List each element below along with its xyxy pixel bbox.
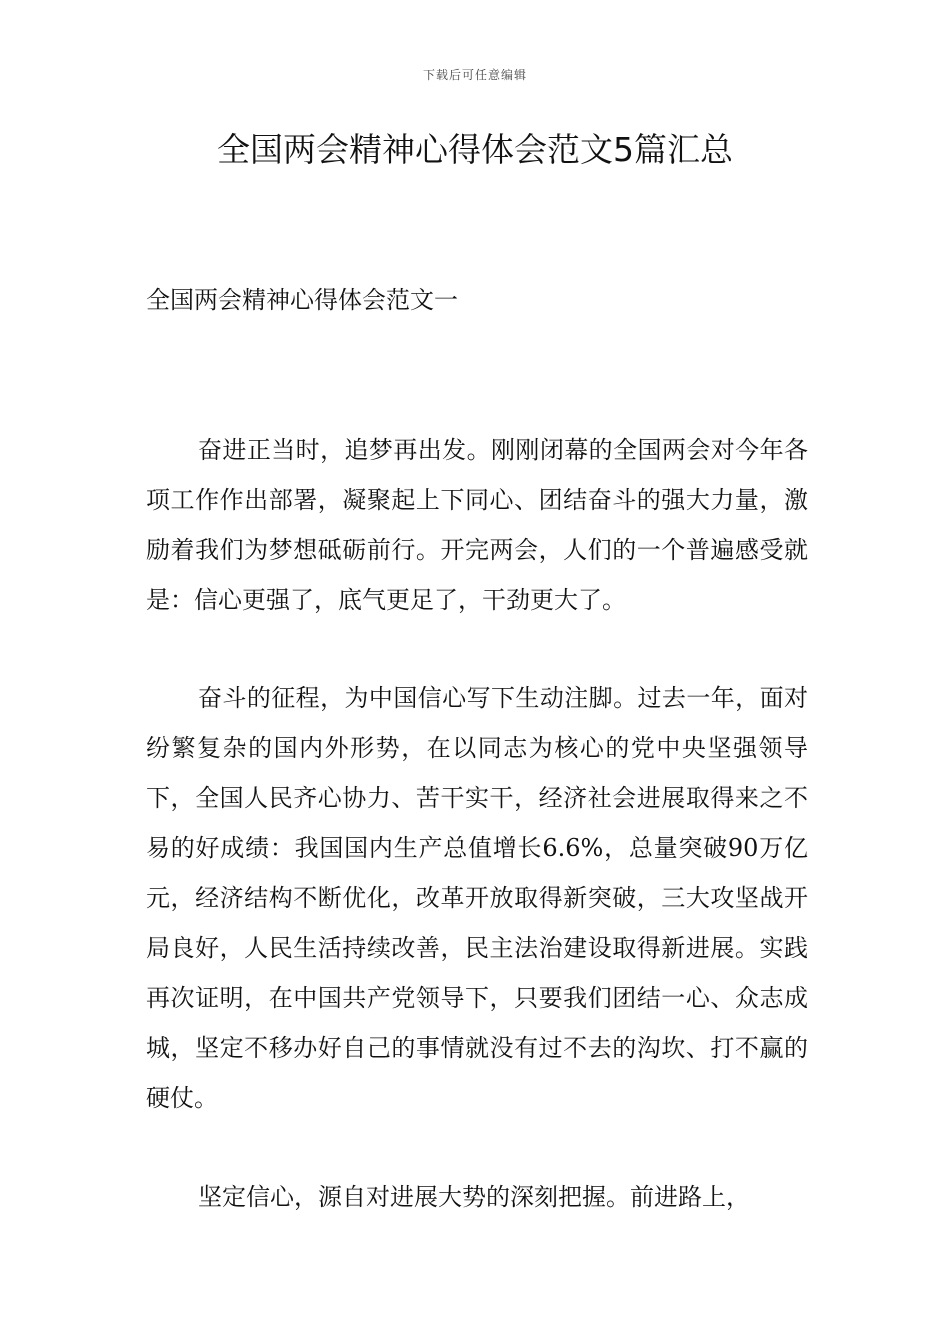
document-title: 全国两会精神心得体会范文5篇汇总 [217, 130, 733, 169]
paragraph-2: 奋斗的征程，为中国信心写下生动注脚。过去一年，面对纷繁复杂的国内外形势，在以同志为核心的党中央坚强领导下，全国人民齐心协力、苦干实干，经济社会进展取得来之不易的好成绩：我国国内生产总值增长6.6%，总量突破90万亿元，经济结构不断优化，改革开放取得新突破，三大攻坚战开局良好，人民生活持续改善，民主法治建设取得新进展。实践再次证明，在中国共产党领导下，只要我们团结一心、众志成城，坚定不移办好自己的事情就没有过不去的沟坎、打不赢的硬仗。 [146, 684, 808, 1112]
header-note: 下载后可任意编辑 [422, 68, 527, 82]
section-heading: 全国两会精神心得体会范文一 [146, 286, 458, 314]
paragraph-3: 坚定信心，源自对进展大势的深刻把握。前进路上， [198, 1183, 750, 1211]
paragraph-1: 奋进正当时，追梦再出发。刚刚闭幕的全国两会对今年各项工作作出部署，凝聚起上下同心、团结奋斗的强大力量，激励着我们为梦想砥砺前行。开完两会，人们的一个普遍感受就是：信心更强了，底气更足了，干劲更大了。 [146, 436, 808, 614]
